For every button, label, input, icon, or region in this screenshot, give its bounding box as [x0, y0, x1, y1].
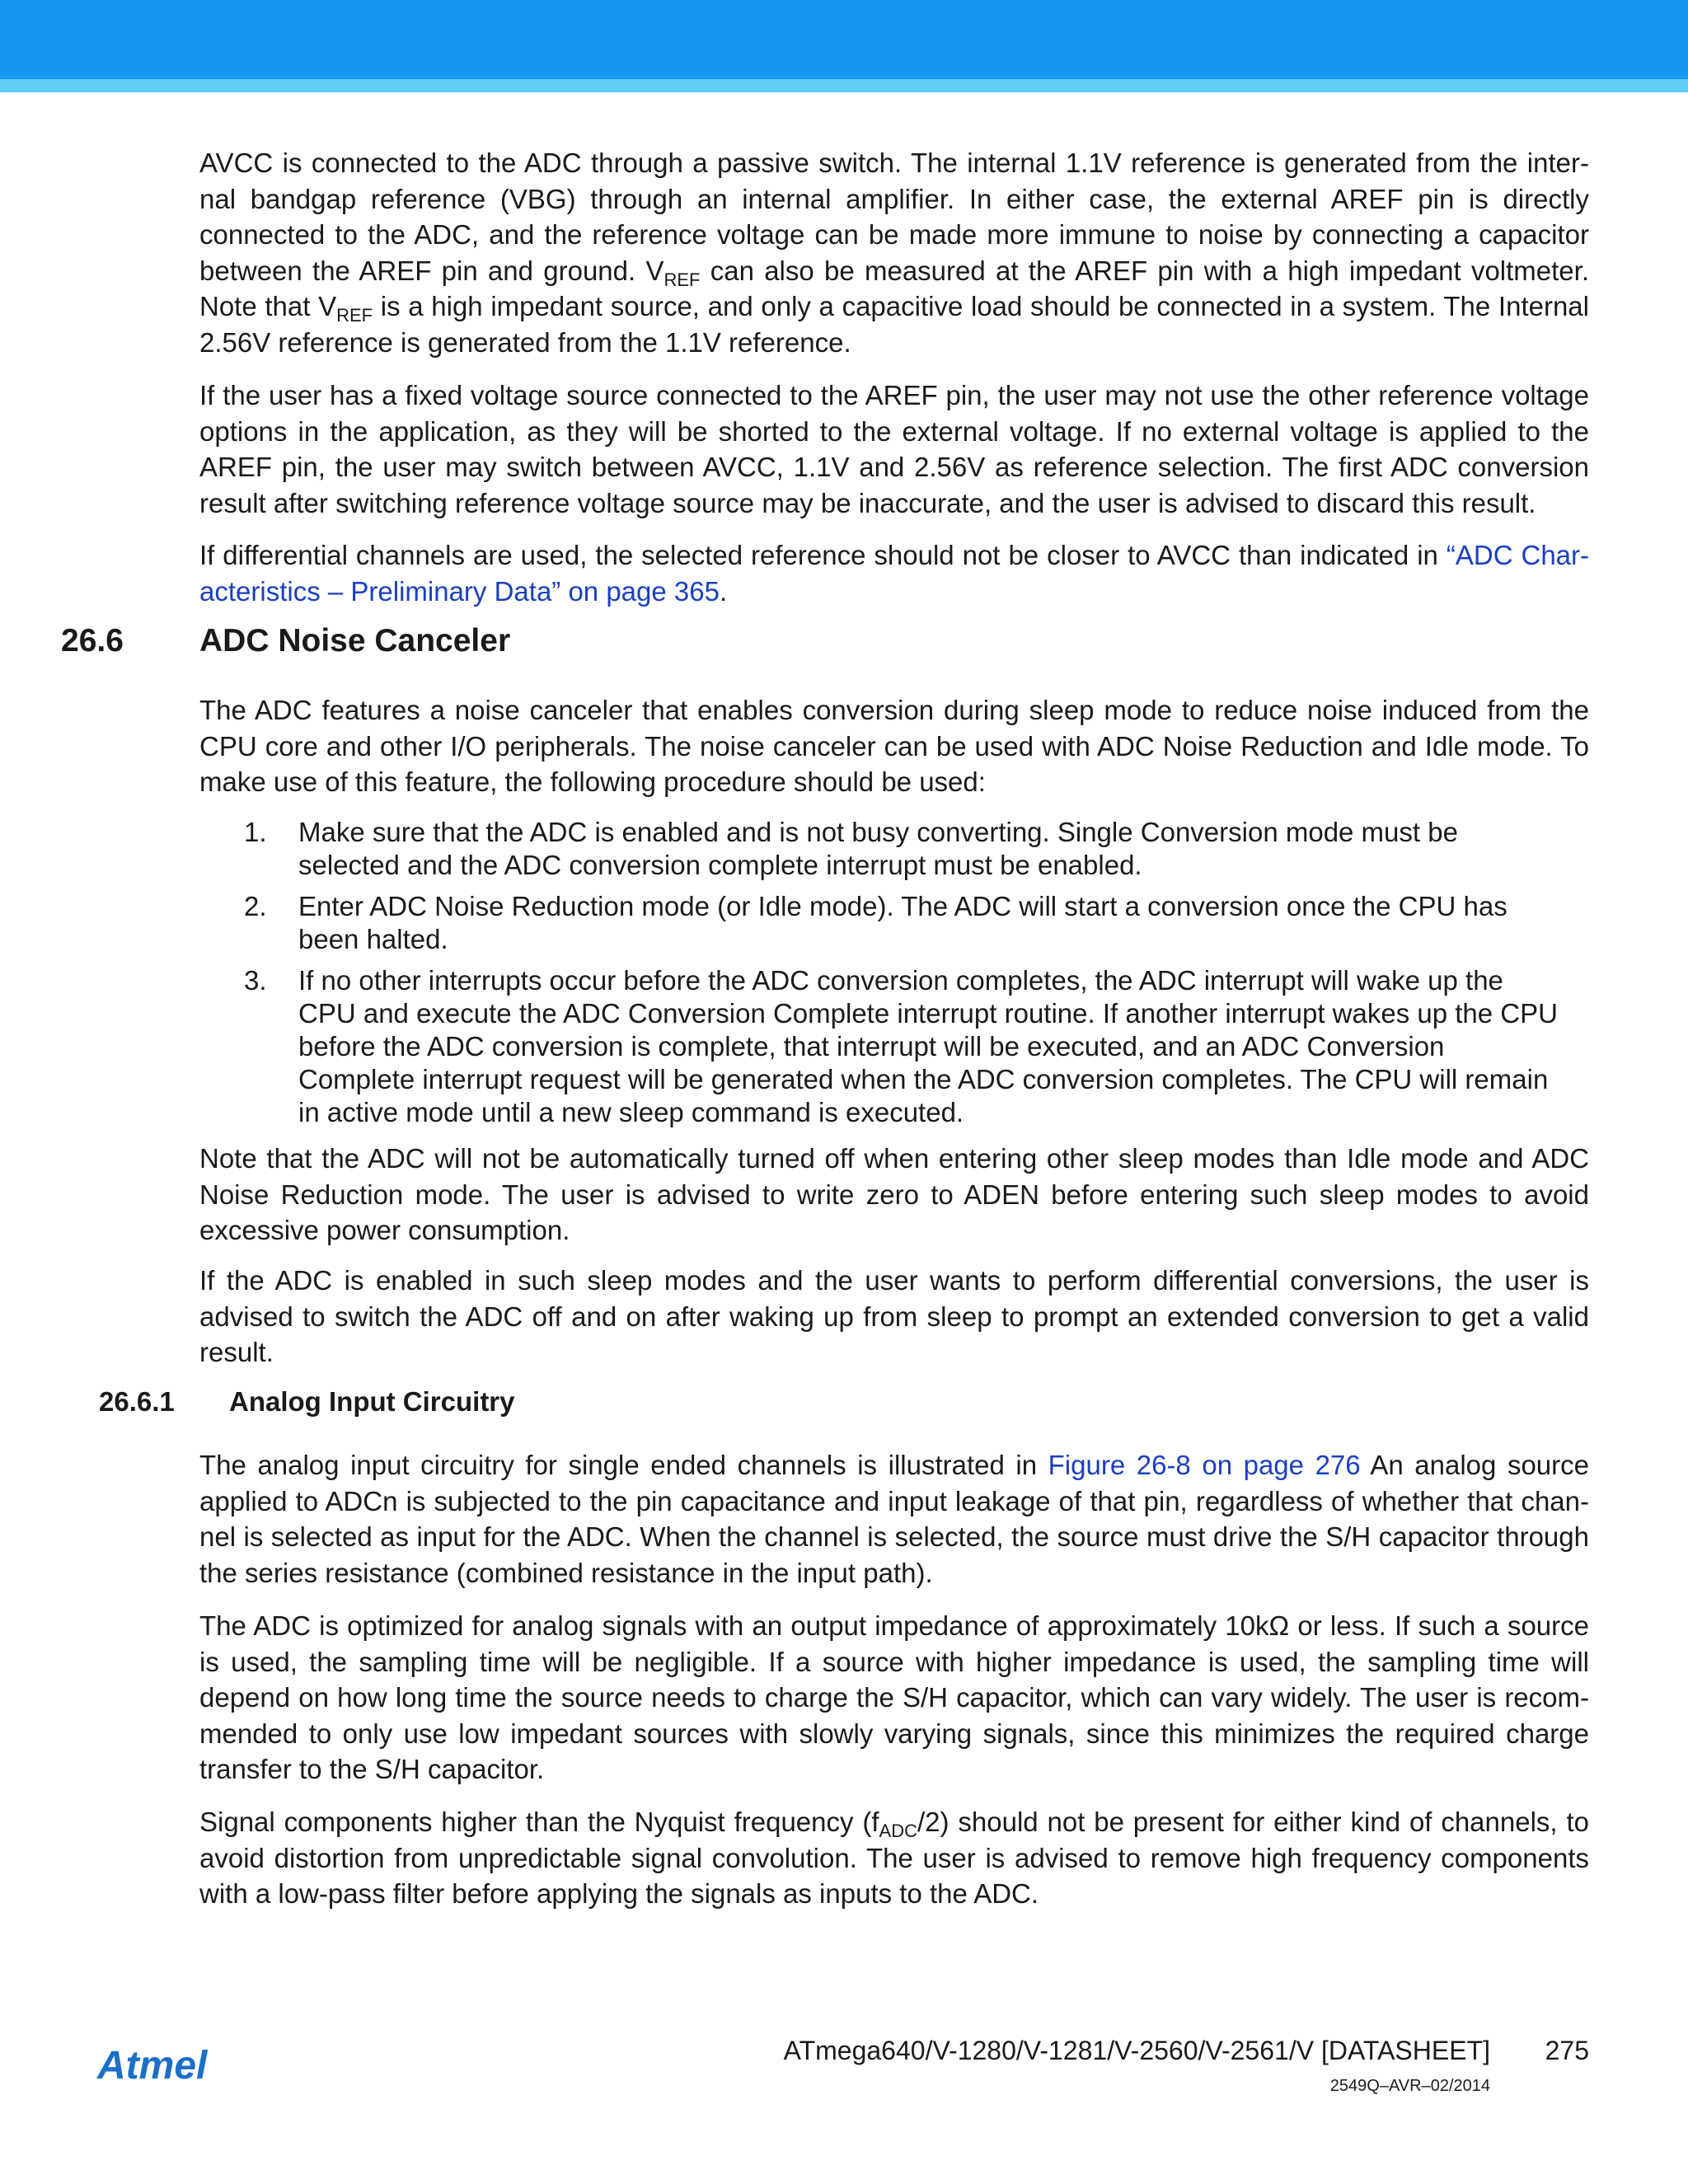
atmel-logo: [96, 2037, 244, 2095]
section-number: 26.6: [61, 623, 124, 658]
atmel-logo-text: Atmel: [97, 2044, 208, 2088]
procedure-list: [244, 816, 1563, 1137]
header-stripe: [0, 79, 1688, 92]
header-bar: [0, 0, 1688, 79]
list-item: [244, 890, 1563, 956]
paragraph-nyquist: Signal components higher than the Nyquist frequency $(f_{ADC}/2)$ should not be present for either kind of channels, to avoid distortion from unpredictable signal convolution. The user is advised to remove high frequency components with a low-pass filter before applying the signals as inputs to the ADC.: [199, 1807, 1589, 1909]
paragraph-reference-intro: AVCC is connected to the ADC through a passive switch. The internal 1.1V reference is generated from the inter-nal bandgap reference (VBG) through an internal amplifier. In either case, the external AREF pin is directly connected to the ADC, and the reference voltage can be made more immune to noise by connecting a capacitor between the AREF pin and ground. $V_{REF}$ can also be measured at the AREF pin with a high impedant voltmeter. Note that $V_{REF}$ is a high impedant source, and only a capacitive load should be connected in a system. The Internal 2.56V reference is generated from the 1.1V reference.: [199, 148, 1589, 358]
paragraph-differential-channels: If differential channels are used, the selected reference should not be closer to AVCC than indicated in “ADC Char-acteristics – Preliminary Data” on page 365.: [199, 540, 1589, 607]
list-item-number: 2.: [244, 891, 267, 921]
subsection-title: Analog Input Circuitry: [229, 1386, 515, 1417]
footer-document-title: ATmega640/V-1280/V-1281/V-2560/V-2561/V [DATASHEET]: [783, 2036, 1490, 2065]
paragraph-sleep-note: Note that the ADC will not be automatically turned off when entering other sleep modes than Idle mode and ADC Noise Reduction mode. The user is advised to write zero to ADEN before entering such sleep modes to avoid excessive power consumption.: [199, 1143, 1589, 1245]
document-code: 2549Q–AVR–02/2014: [1329, 2077, 1490, 2095]
page-number: 275: [1545, 2036, 1589, 2065]
paragraph-differential-sleep: If the ADC is enabled in such sleep modes and the user wants to perform differential conversions, the user is advised to switch the ADC off and on after waking up from sleep to prompt an extended conversion to get a valid result.: [199, 1265, 1589, 1367]
list-item: [244, 816, 1563, 882]
list-item-text: If no other interrupts occur before the ADC conversion completes, the ADC interrupt will wake up the CPU and execute the ADC Conversion Complete interrupt routine. If another interrupt wakes up the CPU before the ADC conversion is complete, that interrupt will be executed, and an ADC Conversion Complete interrupt request will be generated when the ADC conversion completes. The CPU will remain in active mode until a new sleep command is executed.: [298, 965, 1558, 1127]
section-title: ADC Noise Canceler: [199, 623, 511, 658]
adc-characteristics-link[interactable]: “ADC Char-acteristics – Preliminary Data” on page 365: [199, 540, 1589, 607]
list-item-number: 3.: [244, 965, 267, 996]
subsection-number: 26.6.1: [99, 1386, 175, 1417]
paragraph-analog-input: The analog input circuitry for single ended channels is illustrated in Figure 26-8 on page 276 An analog source applied to ADCn is subjected to the pin capacitance and input leakage of that pin, regardless of whether that chan-nel is selected as input for the ADC. When the channel is selected, the source must drive the S/H capacitor through the series resistance (combined resistance in the input path).: [199, 1450, 1589, 1588]
paragraph-aref-fixed-source: If the user has a fixed voltage source connected to the AREF pin, the user may not use the other reference voltage options in the application, as they will be shorted to the external voltage. If no external voltage is applied to the AREF pin, the user may switch between AVCC, 1.1V and 2.56V as reference selection. The first ADC conversion result after switching reference voltage source may be inaccurate, and the user is advised to discard this result.: [199, 380, 1589, 518]
list-item: [244, 964, 1563, 1129]
list-item-number: 1.: [244, 817, 267, 847]
list-item-text: Enter ADC Noise Reduction mode (or Idle mode). The ADC will start a conversion once the CPU has been halted.: [298, 891, 1507, 954]
list-item-text: Make sure that the ADC is enabled and is not busy converting. Single Conversion mode must be selected and the ADC conversion complete interrupt must be enabled.: [298, 817, 1458, 880]
paragraph-impedance: The ADC is optimized for analog signals with an output impedance of approximately 10kΩ or less. If such a source is used, the sampling time will be negligible. If a source with higher impedance is used, the sampling time will depend on how long time the source needs to charge the S/H capacitor, which can vary widely. The user is recom-mended to only use low impedant sources with slowly varying signals, since this minimizes the required charge transfer to the S/H capacitor.: [199, 1610, 1589, 1784]
paragraph-noise-canceler: The ADC features a noise canceler that enables conversion during sleep mode to reduce noise induced from the CPU core and other I/O peripherals. The noise canceler can be used with ADC Noise Reduction and Idle mode. To make use of this feature, the following procedure should be used:: [199, 695, 1589, 797]
figure-26-8-link[interactable]: Figure 26-8 on page 276: [1048, 1450, 1361, 1480]
